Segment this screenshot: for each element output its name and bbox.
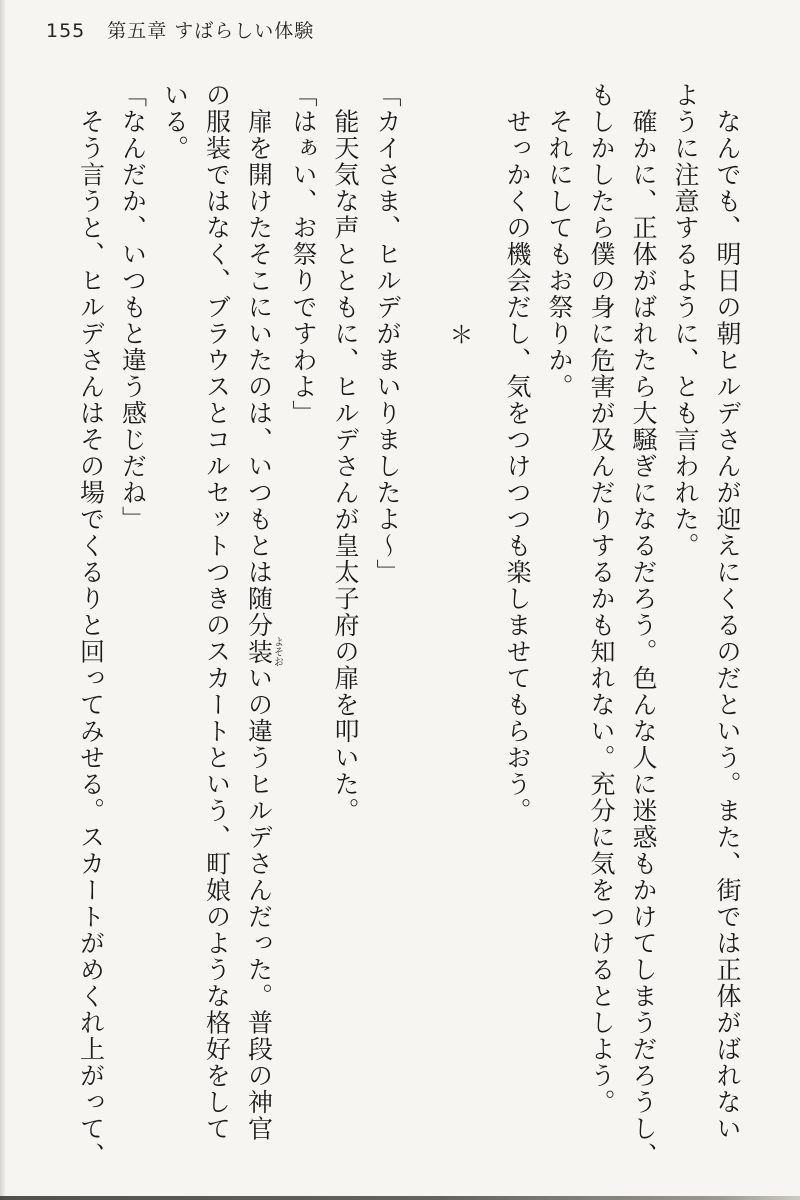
ruby-annotated-word: 装よそお — [244, 636, 283, 667]
chapter-title: 第五章 すばらしい体験 — [107, 20, 315, 42]
text-line: 「なんだか、いつもと違う感じだね」 — [118, 82, 148, 533]
text-line: 確かに、正体がばれたら大騒ぎになるだろう。色んな人に迷惑もかけてしまうだろうし、 — [629, 82, 658, 1169]
text-line: の服装ではなく、ブラウスとコルセットつきのスカートという、町娘のような格好をして — [202, 82, 232, 1142]
scan-edge-bottom — [0, 1196, 800, 1200]
text-line: いる。 — [160, 82, 190, 162]
scan-edge-left — [0, 0, 6, 1200]
page-header — [46, 16, 314, 43]
text-line: そう言うと、ヒルデさんはその場でくるりと回ってみせる。スカートがめくれ上がって、 — [76, 82, 106, 1169]
page-number: 155 — [46, 20, 86, 42]
text-line: 扉を開けたそこにいたのは、いつもとは随分装よそおいの違うヒルデさんだった。普段の神官 — [244, 82, 283, 1142]
text-line: 「カイさま、ヒルデがまいりましたよ〜」 — [373, 82, 402, 586]
text-line: 「はぁい、お祭りですわよ」 — [289, 82, 318, 427]
text-line: 能天気な声とともに、ヒルデさんが皇太子府の扉を叩いた。 — [331, 82, 360, 824]
text-body — [30, 82, 748, 1190]
text-line: ように注意するように、とも言われた。 — [671, 82, 700, 559]
text-line: なんでも、明日の朝ヒルデさんが迎えにくるのだという。また、街では正体がばれない — [713, 82, 742, 1142]
section-separator: ＊ — [445, 322, 473, 348]
text-line: それにしてもお祭りか。 — [545, 82, 574, 400]
text-line: せっかくの機会だし、気をつけつつも楽しませてもらおう。 — [503, 82, 532, 824]
text-line: もしかしたら僕の身に危害が及んだりするかも知れない。充分に気をつけるとしよう。 — [587, 82, 616, 1116]
